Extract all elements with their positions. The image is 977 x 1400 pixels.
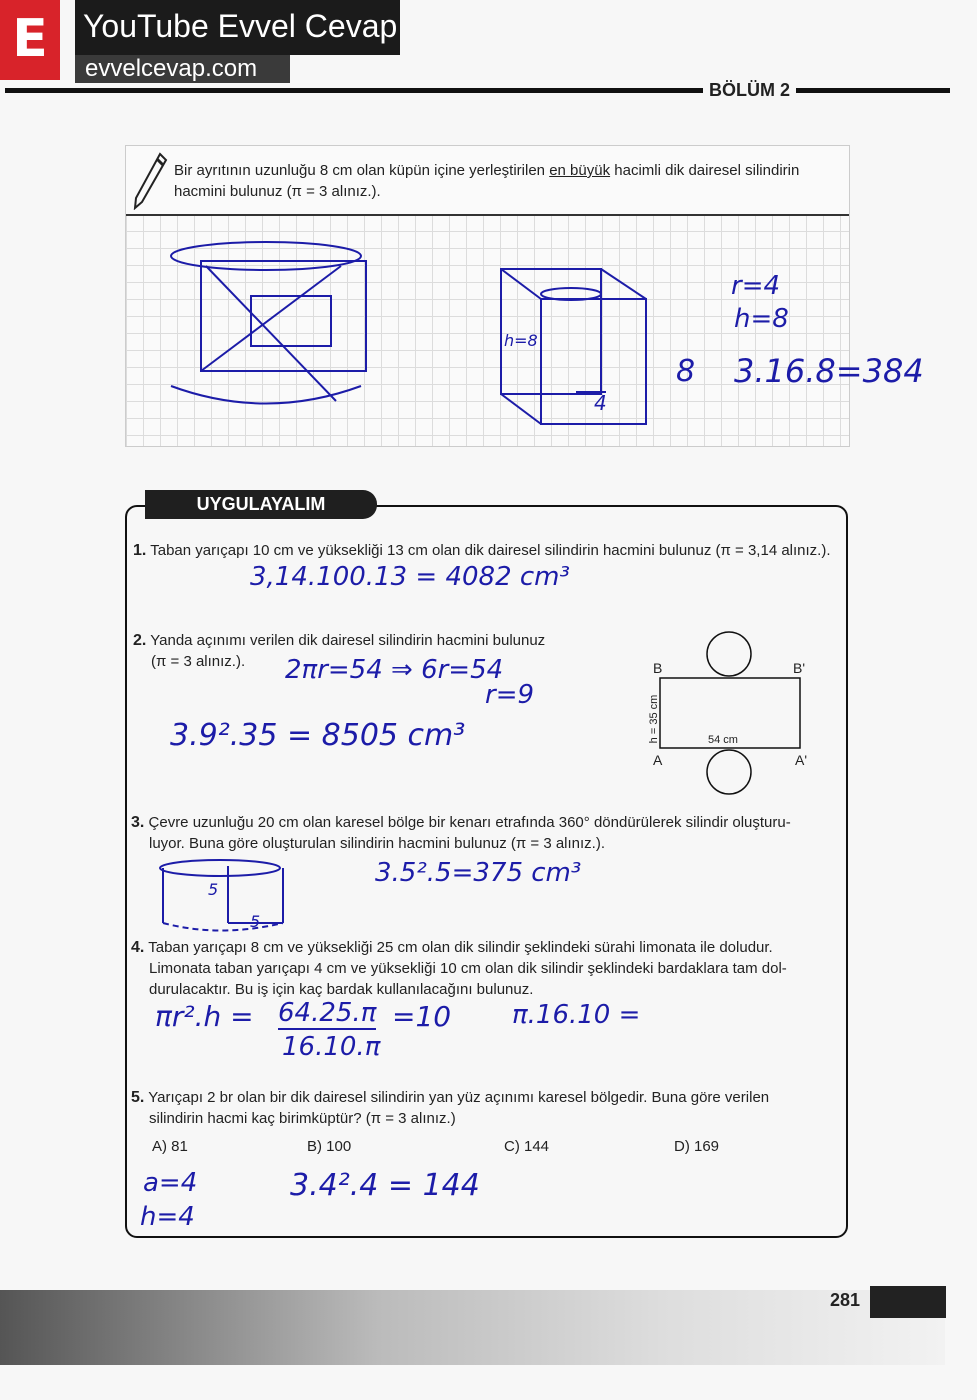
hw-r: r=4 (731, 271, 781, 301)
answer-2-step2: r=9 (485, 680, 535, 710)
answer-4-check: π.16.10 = (512, 1000, 641, 1030)
answer-4-numerator: 64.25.π (278, 998, 377, 1028)
option-c[interactable]: C) 144 (504, 1138, 550, 1155)
answer-4-eq: =10 (392, 1000, 452, 1033)
label-b-prime: B' (793, 660, 806, 676)
logo-icon: E (0, 0, 60, 80)
option-a[interactable]: A) 81 (152, 1138, 188, 1155)
problem-header (126, 146, 849, 216)
question-5: 5. Yarıçapı 2 br olan bir dik dairesel silindirin yan yüz açınımı karesel bölgedir. Buna göre verilen silindirin hacmi kaç birimküptür? (π = 3 alınız.) (131, 1089, 770, 1127)
question-4: 4. Taban yarıçapı 8 cm ve yüksekliği 25 cm olan dik silindir şeklindeki sürahi limonata ile doludur. Limonata taban yarıçapı 4 cm ve yüksekliği 10 cm olan dik silindir şeklindeki bardaklara tam dol- durulacaktır. Bu iş için kaç bardak kullanılacağını bulunuz. (131, 939, 787, 998)
answer-3: 3.5².5=375 cm³ (375, 858, 582, 888)
answer-4-denominator: 16.10.π (282, 1032, 381, 1062)
option-d[interactable]: D) 169 (674, 1138, 720, 1155)
label-a: A (653, 752, 663, 768)
sketch-label-b: 5 (250, 912, 261, 931)
question-2: 2. Yanda açınımı verilen dik dairesel silindirin hacmini bulunuz (π = 3 alınız.). (133, 632, 546, 670)
label-height: h = 35 cm (648, 694, 660, 744)
hw-r-label: 4 (594, 391, 607, 415)
answer-5-h: h=4 (140, 1202, 195, 1232)
question-3: 3. Çevre uzunluğu 20 cm olan karesel bölge bir kenarı etrafında 360° döndürülerek silindir oluşturu- luyor. Buna göre oluşturulan silindirin hacmini bulunuz (π = 3 alınız.). (131, 814, 791, 852)
cylinder-net-figure (655, 630, 815, 800)
label-b: B (653, 660, 663, 676)
page-number-tab (870, 1286, 946, 1318)
problem-text: Bir ayrıtının uzunluğu 8 cm olan küpün içine yerleştirilen en büyük hacimli dik dairesel silindirin hacmini bulunuz (π = 3 alınız.). (174, 162, 800, 200)
option-b[interactable]: B) 100 (307, 1138, 352, 1155)
sketch-crossed-cube (166, 236, 376, 416)
answer-2-result: 3.9².35 = 8505 cm³ (170, 718, 466, 753)
hw-h: h=8 (734, 304, 789, 334)
question-1: 1. Taban yarıçapı 10 cm ve yüksekliği 13 cm olan dik dairesel silindirin hacmini bulunuz (π = 3,14 alınız.). (133, 542, 831, 559)
section-title: UYGULAYALIM (145, 490, 377, 519)
bottom-band (0, 1290, 945, 1365)
site-link[interactable]: evvelcevap.com (75, 55, 290, 83)
answer-1: 3,14.100.13 = 4082 cm³ (250, 562, 570, 592)
sketch-cylinder-3 (155, 858, 290, 933)
page-number: 281 (830, 1290, 861, 1310)
answer-5-result: 3.4².4 = 144 (290, 1168, 480, 1203)
label-width: 54 cm (708, 734, 738, 746)
chapter-label: BÖLÜM 2 (703, 80, 796, 101)
hw-result: 3.16.8=384 (734, 352, 924, 390)
answer-2-step1: 2πr=54 ⇒ 6r=54 (285, 655, 504, 685)
channel-title: YouTube Evvel Cevap (75, 0, 400, 55)
answer-4-lhs: πr².h = (155, 1000, 254, 1033)
problem-grid-box (125, 145, 924, 447)
header-rule (5, 88, 950, 93)
pencil-icon (132, 152, 168, 210)
hw-eight: 8 (676, 354, 696, 389)
sketch-label-a: 5 (208, 880, 219, 899)
answer-5-a: a=4 (143, 1168, 198, 1198)
hw-h-label: h=8 (504, 331, 538, 350)
label-a-prime: A' (795, 752, 808, 768)
